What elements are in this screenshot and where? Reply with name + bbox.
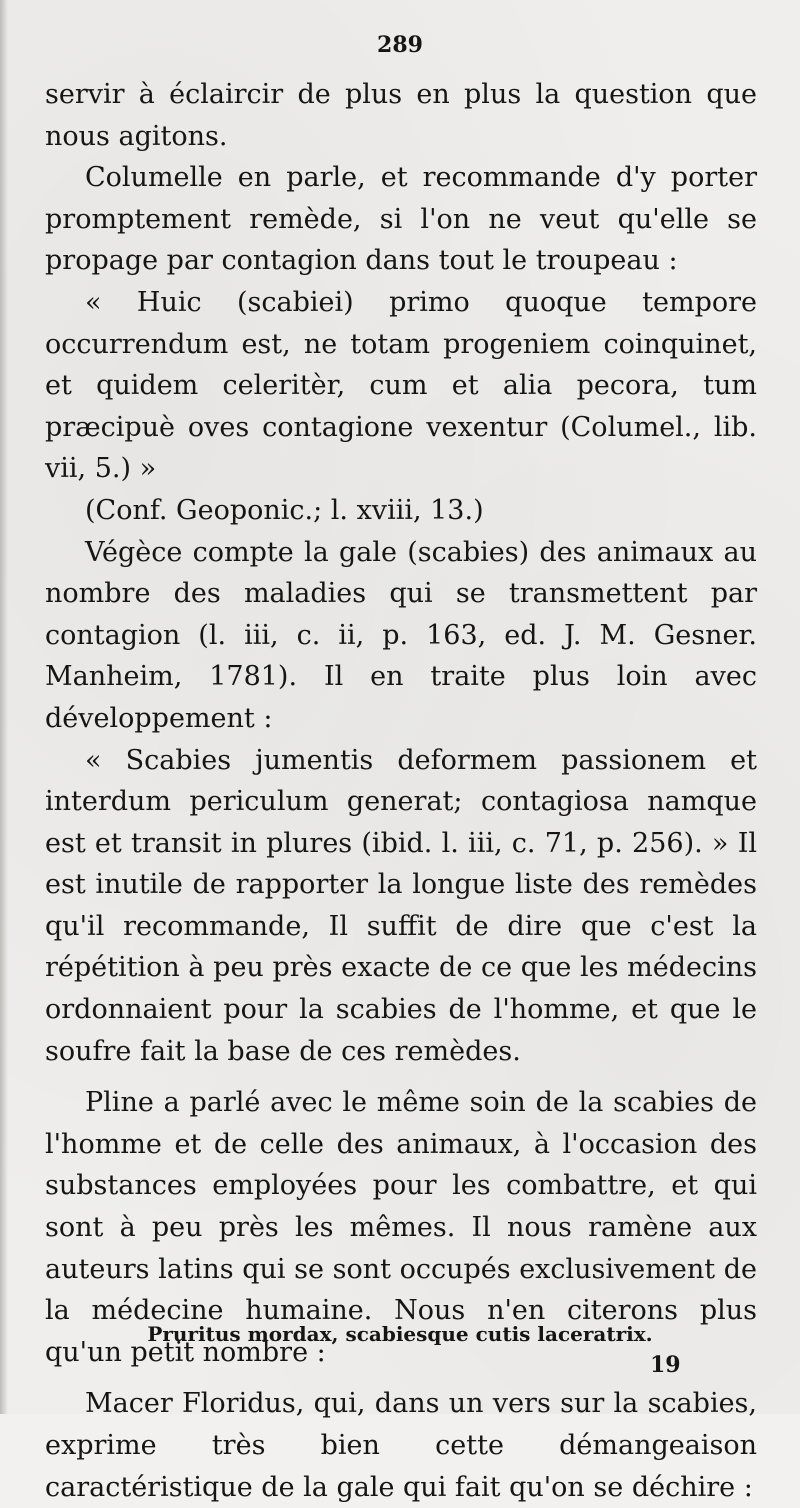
paragraph-macer-floridus: Macer Floridus, qui, dans un vers sur la scabies, exprime très bien cette démangeaison caractéristique de la gale qui fait qu'on se déchire : [45,1388,757,1503]
paragraph-columelle: Columelle en parle, et recommande d'y porter promptement remède, si l'on ne veut qu'elle se propage par contagion dans tout le troupeau : [45,162,757,277]
signature-mark: 19 [650,1352,681,1378]
paragraph-geoponic-reference: (Conf. Geoponic.; l. xviii, 13.) [85,494,484,526]
paragraph-pline: Pline a parlé avec le même soin de la scabies de l'homme et de celle des animaux, à l'occasion des substances employées pour les combattre, et qui sont à peu près les mêmes. Il nous ramène aux auteurs latins qui se sont occupés exclusivement de la médecine humaine. Nous n'en citerons plus qu'un petit nombre : [45,1087,757,1368]
page-edge [0,0,8,1414]
paragraph-latin-quote-vegece: « Scabies jumentis deformem passionem et interdum periculum generat; contagiosa namque est et transit in plures (ibid. l. iii, c. 71, p. 256). » Il est inutile de rapporter la longue liste des remèdes qu'il recommande, Il suffit de dire que c'est la répétition à peu près exacte de ce que les médecins ordonnaient pour la scabies de l'homme, et que le soufre fait la base de ces remèdes. [45,744,757,1067]
paragraph-latin-quote-columella: « Huic (scabiei) primo quoque tempore occurrendum est, ne totam progeniem coinquinet, et quidem celeritèr, cum et alia pecora, tum præcipuè oves contagione vexentur (Columel., lib. vii, 5.) » [45,286,757,485]
paragraph-continuation: servir à éclaircir de plus en plus la question que nous agitons. [45,79,757,152]
body-text [45,74,757,1508]
paragraph-vegece: Végèce compte la gale (scabies) des animaux au nombre des maladies qui se transmettent par contagion (l. iii, c. ii, p. 163, ed. J. M. Gesner. Manheim, 1781). Il en traite plus loin avec développement : [45,536,757,734]
page-number: 289 [377,32,423,58]
verse-quote: Pruritus mordax, scabiesque cutis laceratrix. [147,1322,653,1346]
